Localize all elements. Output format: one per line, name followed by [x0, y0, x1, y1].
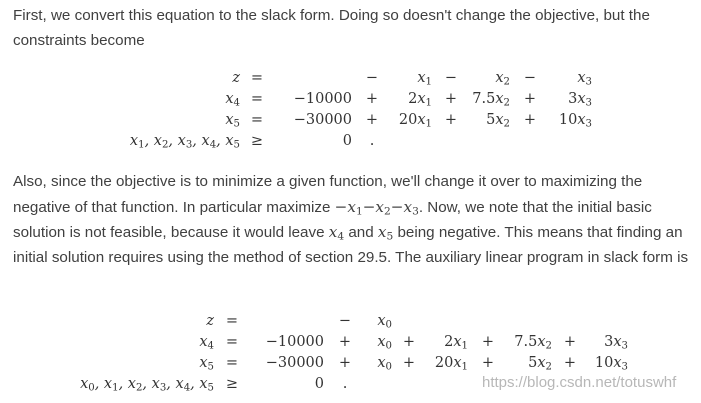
constraint-row-x4: [62, 332, 628, 353]
op-minus: −: [365, 70, 379, 86]
eq-sign: =: [225, 313, 239, 329]
objective-row: [108, 68, 592, 89]
op-plus: +: [481, 355, 495, 371]
coef: 10: [594, 355, 614, 371]
lhs-z: z: [232, 70, 240, 86]
term-x2: $7.5x_2$: [514, 334, 552, 352]
explanation-paragraph: [13, 170, 697, 270]
term-x0: $x_0$: [377, 334, 392, 352]
math-x4: $x_4$: [328, 223, 345, 243]
eq-sign: =: [225, 355, 239, 371]
op-plus: +: [402, 334, 416, 350]
op-minus: −: [338, 313, 352, 329]
eq-sign: =: [225, 334, 239, 350]
constraint-row-x5: [108, 110, 592, 131]
lhs-x4: $x_4$: [225, 91, 240, 109]
op-plus: +: [338, 334, 352, 350]
term-x1: $2x_1$: [444, 334, 468, 352]
term-x2: $5x_2$: [486, 112, 510, 130]
term-x2: $x_2$: [495, 70, 510, 88]
constant: 0: [342, 133, 352, 149]
lhs-x5: $x_5$: [225, 112, 240, 130]
op-plus: +: [444, 91, 458, 107]
text-span: being negative. This means that finding an initial solution requires using the method of section 29.5. The auxiliary linear program in slack form is: [13, 224, 689, 266]
term-x1: $20x_1$: [398, 112, 432, 130]
intro-paragraph: First, we convert this equation to the slack form. Doing so doesn't change the objective, but the constraints become: [13, 7, 650, 49]
objective-row: [62, 311, 628, 332]
period: .: [369, 133, 375, 149]
coef: 5: [528, 355, 538, 371]
constraint-row-x4: [108, 89, 592, 110]
coef: 2: [408, 91, 418, 107]
op-plus: +: [365, 112, 379, 128]
constant: −30000: [293, 112, 352, 128]
op-plus: +: [563, 334, 577, 350]
text-span: and: [344, 224, 378, 241]
term-x3: $10x_3$: [594, 355, 628, 373]
constant: −10000: [265, 334, 324, 350]
term-x1: $2x_1$: [408, 91, 432, 109]
coef: 20: [398, 112, 418, 128]
constant: −10000: [293, 91, 352, 107]
term-x3: $3x_3$: [604, 334, 628, 352]
op-plus: +: [444, 112, 458, 128]
term-x0: $x_0$: [377, 355, 392, 373]
lhs-x5: $x_5$: [199, 355, 214, 373]
math-neg-sum: $-x_1-x_2-x_3$: [334, 197, 419, 218]
op-plus: +: [523, 112, 537, 128]
op-minus: −: [523, 70, 537, 86]
constraint-row-x5: [62, 353, 628, 374]
geq-sign: ≥: [250, 133, 264, 149]
coef: 7.5: [514, 334, 538, 350]
op-plus: +: [481, 334, 495, 350]
term-x3: $3x_3$: [568, 91, 592, 109]
term-x3: $x_3$: [577, 70, 592, 88]
constant: 0: [314, 376, 324, 392]
nonneg-vars: $x_1$, $x_2$, $x_3$, $x_4$, $x_5$: [129, 133, 240, 151]
op-plus: +: [365, 91, 379, 107]
op-plus: +: [563, 355, 577, 371]
lhs-z: z: [206, 313, 214, 329]
coef: 3: [568, 91, 578, 107]
eq-sign: =: [250, 70, 264, 86]
text-span: Also, since the objective is to minimize a given function, we'll change it over to maximizing the negative of that function. In particular maximize: [13, 173, 643, 216]
term-x1: $20x_1$: [434, 355, 468, 373]
term-x2: $5x_2$: [528, 355, 552, 373]
watermark: https://blog.csdn.net/totuswhf: [482, 374, 677, 391]
coef: 2: [444, 334, 454, 350]
coef: 7.5: [472, 91, 496, 107]
eq-sign: =: [250, 91, 264, 107]
math-x5: $x_5$: [377, 223, 394, 243]
term-x2: $7.5x_2$: [472, 91, 510, 109]
op-plus: +: [523, 91, 537, 107]
coef: 20: [434, 355, 454, 371]
coef: 10: [558, 112, 578, 128]
period: .: [342, 376, 348, 392]
coef: 3: [604, 334, 614, 350]
geq-sign: ≥: [225, 376, 239, 392]
op-plus: +: [402, 355, 416, 371]
term-x0: $x_0$: [377, 313, 392, 331]
eq-sign: =: [250, 112, 264, 128]
op-minus: −: [444, 70, 458, 86]
nonnegativity-row: [108, 131, 592, 152]
constant: −30000: [265, 355, 324, 371]
term-x1: $x_1$: [417, 70, 432, 88]
op-plus: +: [338, 355, 352, 371]
term-x3: $10x_3$: [558, 112, 592, 130]
nonneg-vars: $x_0$, $x_1$, $x_2$, $x_3$, $x_4$, $x_5$: [80, 376, 214, 394]
slack-form-equations: [108, 68, 592, 152]
coef: 5: [486, 112, 496, 128]
lhs-x4: $x_4$: [199, 334, 214, 352]
text-span: . Now, we note that the initial basic solution is not feasible, because it would leave: [13, 198, 652, 241]
